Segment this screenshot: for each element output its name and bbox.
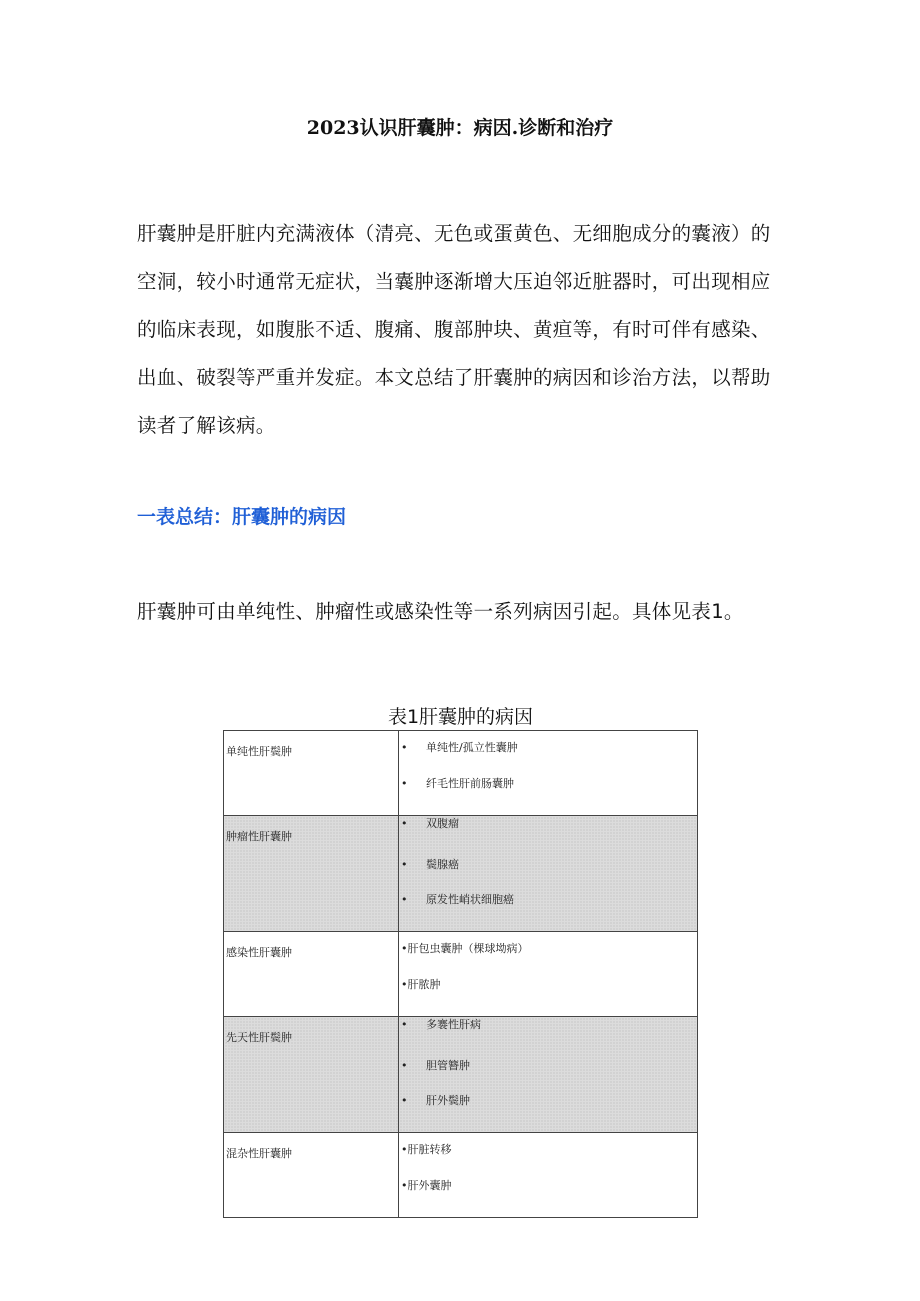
- bullet: •: [401, 1094, 408, 1107]
- cause-item: • 纤毛性肝前肠囊肿: [399, 770, 697, 805]
- bullet: •: [401, 978, 408, 991]
- cause-item: • 肝外鬓肿: [399, 1087, 697, 1122]
- lead-paragraph: 肝囊肿可由单纯性、肿瘤性或感染性等一系列病因引起。具体见表1。: [137, 600, 744, 623]
- table-row: [224, 816, 698, 932]
- cause-item: • 鬓腺癌: [399, 851, 697, 886]
- section-heading: 一表总结：肝囊肿的病因: [137, 506, 347, 528]
- category-cell: 感染性肝囊肿: [224, 932, 399, 1017]
- table-row: [224, 1017, 698, 1133]
- table-caption: 表1肝囊肿的病因: [387, 706, 534, 728]
- bullet: •: [401, 1179, 408, 1192]
- bullet: •: [401, 858, 408, 871]
- bullet: •: [401, 777, 408, 790]
- cause-item: •肝脏转移: [399, 1137, 697, 1172]
- bullet: •: [401, 942, 408, 955]
- category-cell: 先天性肝鬓肿: [224, 1017, 399, 1133]
- cause-item: •肝外囊肿: [399, 1172, 697, 1207]
- bullet: •: [401, 893, 408, 906]
- cause-item: • 双腹瘤: [401, 817, 459, 830]
- table-row: [224, 932, 698, 1017]
- causes-cell: [399, 932, 698, 1017]
- cause-item: • 原发性峭状细胞癌: [399, 886, 697, 921]
- causes-table: [223, 730, 698, 1218]
- table-row: [224, 731, 698, 816]
- category-cell: 混杂性肝囊肿: [224, 1133, 399, 1218]
- table-row: [224, 1133, 698, 1218]
- causes-cell: [399, 1017, 698, 1133]
- intro-paragraph: 肝囊肿是肝脏内充满液体（清亮、无色或蛋黄色、无细胞成分的囊液）的空洞，较小时通常无症状，当囊肿逐渐增大压迫邻近脏器时，可出现相应的临床表现，如腹胀不适、腹痛、腹部肿块、黄疸等，有时可伴有感染、出血、破裂等严重并发症。本文总结了肝囊肿的病因和诊治方法，以帮助读者了解该病。: [137, 222, 771, 437]
- bullet: •: [401, 1143, 408, 1156]
- causes-cell: [399, 816, 698, 932]
- category-cell: 单纯性肝鬓肿: [224, 731, 399, 816]
- document-title: 2023认识肝囊肿：病因.诊断和治疗: [306, 117, 614, 139]
- causes-cell: [399, 731, 698, 816]
- bullet: •: [401, 1059, 408, 1072]
- bullet: •: [401, 1018, 408, 1031]
- category-cell: 肿瘤性肝囊肿: [224, 816, 399, 932]
- cause-item: • 单纯性/孤立性囊肿: [399, 735, 697, 770]
- cause-item: • 多褰性肝病: [401, 1018, 481, 1031]
- bullet: •: [401, 741, 408, 754]
- causes-cell: [399, 1133, 698, 1218]
- cause-item: • 胆管簪肿: [399, 1052, 697, 1087]
- bullet: •: [401, 817, 408, 830]
- cause-item: •肝脓肿: [399, 971, 697, 1006]
- cause-item: •肝包虫囊肿（棵球坳病）: [399, 936, 697, 971]
